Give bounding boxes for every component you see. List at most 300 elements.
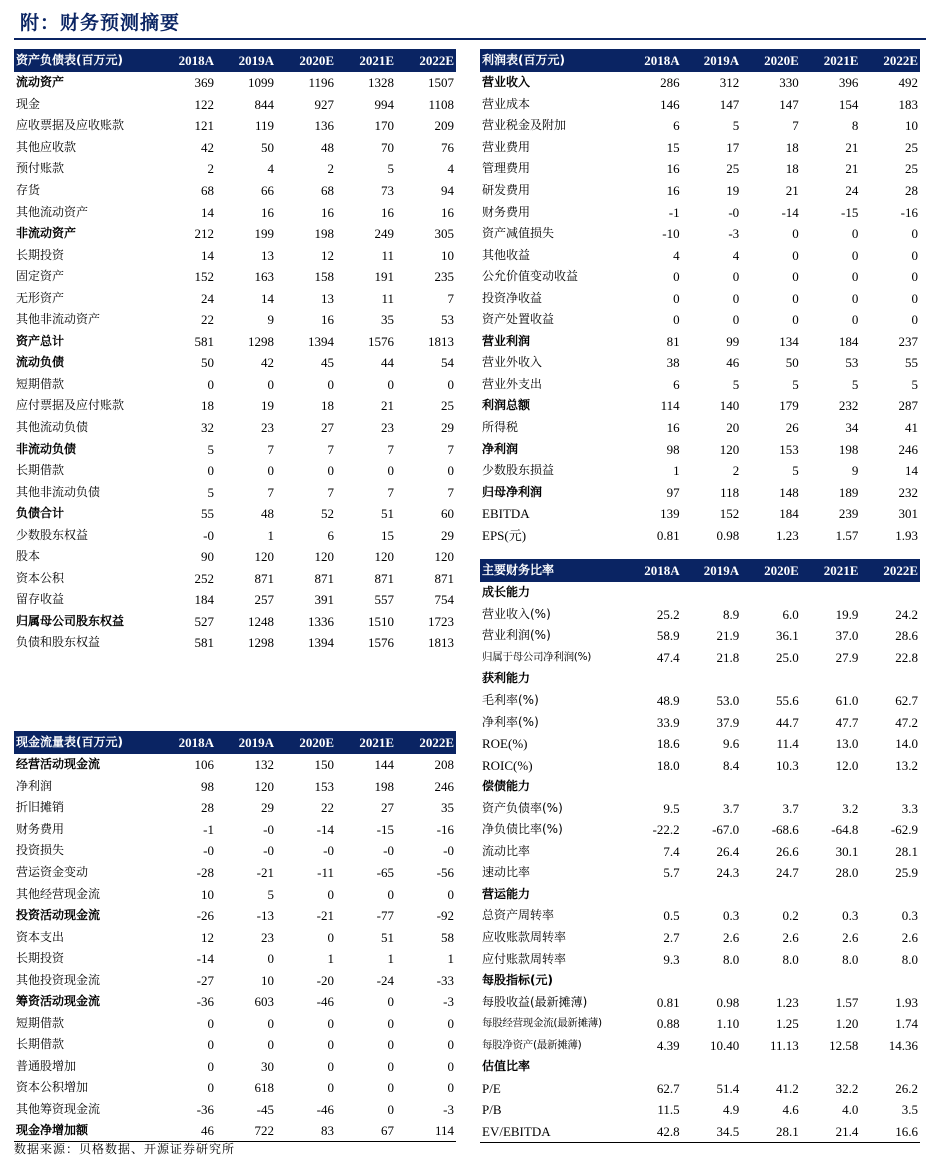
cell-value: 51 bbox=[381, 929, 394, 945]
cell-value: 1248 bbox=[248, 613, 274, 629]
cell-value: 11.5 bbox=[657, 1102, 680, 1118]
year-header: 2018A bbox=[156, 731, 216, 754]
cell-value: 41 bbox=[905, 420, 918, 436]
cell-value: 46 bbox=[726, 355, 740, 371]
cell-value: 23 bbox=[261, 929, 274, 945]
row-label: 少数股东权益 bbox=[16, 527, 89, 542]
financial-ratios-table bbox=[480, 559, 920, 1143]
table-row bbox=[14, 1056, 456, 1078]
cell-value: 146 bbox=[660, 96, 680, 112]
row-label: 估值比率 bbox=[482, 1059, 531, 1074]
cell-value: 209 bbox=[434, 118, 454, 134]
cell-value: 4.6 bbox=[782, 1102, 799, 1118]
cell-value: -20 bbox=[316, 972, 334, 988]
table-row bbox=[480, 841, 920, 863]
year-header: 2022E bbox=[860, 49, 920, 72]
cell-value: 0 bbox=[732, 269, 740, 285]
cell-value: 21 bbox=[845, 161, 859, 177]
cell-value: -21 bbox=[316, 908, 334, 924]
row-label: 资产减值损失 bbox=[482, 226, 555, 241]
cell-value: 0 bbox=[911, 226, 918, 242]
cell-value: 0 bbox=[851, 226, 859, 242]
cell-value: 1510 bbox=[368, 613, 394, 629]
year-header: 2021E bbox=[801, 559, 861, 582]
cell-value: 120 bbox=[719, 441, 740, 457]
cell-value: 2.6 bbox=[901, 930, 918, 946]
cell-value: 722 bbox=[216, 1120, 276, 1142]
cell-value: 5 bbox=[911, 376, 918, 392]
table-row bbox=[14, 503, 456, 525]
cell-value: 287 bbox=[898, 398, 918, 414]
cell-value: 871 bbox=[374, 570, 394, 586]
table-row bbox=[14, 244, 456, 266]
cell-value: 16 bbox=[666, 161, 680, 177]
table-row bbox=[480, 625, 920, 647]
year-header: 2018A bbox=[156, 49, 216, 72]
table-row bbox=[480, 417, 920, 439]
row-label: 净利润 bbox=[482, 441, 519, 456]
cell-value: 492 bbox=[898, 75, 918, 91]
cell-value: 0 bbox=[851, 269, 859, 285]
cell-value: 5 bbox=[792, 376, 799, 392]
cell-value: 527 bbox=[194, 613, 214, 629]
row-label: 研发费用 bbox=[482, 183, 531, 197]
cell-value: -24 bbox=[376, 972, 394, 988]
cell-value: 8.0 bbox=[842, 951, 859, 967]
cell-value: 1 bbox=[387, 951, 394, 967]
row-label: 股本 bbox=[16, 549, 41, 564]
cell-value bbox=[741, 668, 801, 690]
cell-value: 21.4 bbox=[801, 1121, 861, 1143]
cell-value: 249 bbox=[374, 226, 394, 242]
cell-value: 106 bbox=[194, 757, 214, 773]
table-row bbox=[14, 819, 456, 841]
cell-value: 25.0 bbox=[776, 649, 799, 665]
cell-value: -0 bbox=[443, 843, 454, 859]
cell-value: -0 bbox=[203, 843, 214, 859]
table-row bbox=[480, 438, 920, 460]
table-row bbox=[480, 991, 920, 1013]
cell-value: 4 bbox=[447, 161, 454, 177]
cell-value: 73 bbox=[381, 183, 394, 198]
cell-value: 50 bbox=[201, 355, 214, 371]
cell-value: 0 bbox=[207, 1015, 214, 1031]
cell-value: -3 bbox=[443, 1102, 454, 1118]
cell-value: 76 bbox=[441, 139, 454, 155]
cell-value: 0.98 bbox=[716, 994, 740, 1010]
cell-value: 0.81 bbox=[656, 994, 680, 1010]
cell-value: 120 bbox=[254, 778, 274, 794]
table-row bbox=[480, 309, 920, 331]
table-header-row bbox=[480, 559, 920, 582]
cell-value: 52 bbox=[321, 506, 334, 522]
table-row bbox=[480, 223, 920, 245]
table-row bbox=[480, 690, 920, 712]
row-label: 筹资活动现金流 bbox=[16, 994, 101, 1009]
cell-value: 42 bbox=[201, 139, 214, 155]
cell-value: 29 bbox=[441, 527, 454, 543]
cell-value: 0 bbox=[792, 226, 799, 242]
row-label: 营业外支出 bbox=[482, 376, 543, 391]
cell-value: 14 bbox=[201, 204, 214, 220]
cell-value: 19 bbox=[726, 183, 740, 198]
table-row bbox=[14, 137, 456, 159]
cell-value bbox=[622, 582, 682, 604]
cell-value: 5 bbox=[851, 376, 859, 392]
cell-value: 25 bbox=[441, 398, 454, 414]
cell-value bbox=[682, 1056, 742, 1078]
cell-value: 1507 bbox=[428, 75, 454, 91]
cell-value: 7 bbox=[327, 441, 334, 457]
cell-value: 184 bbox=[779, 506, 799, 522]
cell-value: 25.2 bbox=[656, 606, 680, 622]
table-row bbox=[14, 287, 456, 309]
cell-value: 14 bbox=[201, 247, 214, 263]
cell-value: 7 bbox=[267, 484, 274, 500]
cell-value: 30 bbox=[261, 1058, 274, 1074]
cell-value: 163 bbox=[254, 269, 274, 285]
table-row bbox=[480, 862, 920, 884]
cell-value: -3 bbox=[443, 994, 454, 1010]
cell-value: 16 bbox=[321, 312, 334, 328]
cell-value: 28 bbox=[201, 800, 214, 816]
cell-value: 9 bbox=[267, 312, 274, 328]
table-row bbox=[480, 180, 920, 202]
cell-value: 4 bbox=[673, 247, 680, 263]
table-row bbox=[480, 733, 920, 755]
cell-value: -46 bbox=[316, 1102, 334, 1118]
cell-value: 51.4 bbox=[716, 1080, 740, 1096]
cell-value: 53 bbox=[845, 355, 859, 371]
cell-value: 1723 bbox=[428, 613, 454, 629]
cell-value: 208 bbox=[434, 757, 454, 773]
cell-value: 1.20 bbox=[835, 1016, 859, 1032]
table-row bbox=[480, 1099, 920, 1121]
cell-value: 0.3 bbox=[842, 908, 859, 924]
cell-value: 5 bbox=[387, 161, 394, 177]
cell-value: 7 bbox=[387, 484, 394, 500]
cell-value: 0 bbox=[447, 1058, 454, 1074]
table-row bbox=[14, 201, 456, 223]
table-row bbox=[14, 417, 456, 439]
cell-value: 11 bbox=[381, 247, 394, 263]
cell-value: 5 bbox=[732, 118, 740, 134]
cell-value: 7.4 bbox=[663, 843, 680, 859]
row-label: 无形资产 bbox=[16, 290, 65, 305]
cell-value: 94 bbox=[441, 183, 454, 198]
cell-value: 18 bbox=[321, 398, 334, 414]
cell-value: 24 bbox=[845, 183, 859, 198]
cell-value: 0 bbox=[327, 929, 334, 945]
row-label: 短期借款 bbox=[16, 376, 65, 391]
cell-value bbox=[860, 776, 920, 798]
cell-value: 47.2 bbox=[895, 714, 918, 730]
cell-value: 16 bbox=[381, 204, 394, 220]
table-row bbox=[14, 309, 456, 331]
cell-value: 41.2 bbox=[776, 1080, 799, 1096]
table-row bbox=[480, 819, 920, 841]
table-row bbox=[480, 266, 920, 288]
cell-value: 18.0 bbox=[656, 757, 680, 773]
table-row bbox=[480, 374, 920, 396]
cell-value: 1.57 bbox=[835, 994, 859, 1010]
cell-value: 15 bbox=[381, 527, 394, 543]
row-label: 其他流动资产 bbox=[16, 204, 89, 219]
cell-value bbox=[801, 668, 861, 690]
cell-value: 0 bbox=[911, 312, 918, 328]
table-row bbox=[480, 927, 920, 949]
row-label: 资产总计 bbox=[16, 333, 65, 348]
row-label: 获利能力 bbox=[482, 671, 531, 686]
cell-value: 1394 bbox=[308, 333, 334, 349]
cell-value: 12.58 bbox=[829, 1037, 859, 1053]
table-row bbox=[480, 1056, 920, 1078]
row-label: 长期投资 bbox=[16, 247, 65, 262]
row-label: 资本支出 bbox=[16, 929, 65, 944]
cell-value: 0 bbox=[207, 1080, 214, 1096]
cell-value: 83 bbox=[276, 1120, 336, 1142]
row-label: 现金净增加额 bbox=[14, 1120, 156, 1142]
row-label: 营业利润(%) bbox=[482, 628, 551, 643]
cell-value: 581 bbox=[194, 333, 214, 349]
cell-value bbox=[682, 970, 742, 992]
cash-flow-table bbox=[14, 731, 456, 1142]
cell-value: 0 bbox=[447, 1080, 454, 1096]
cell-value: 0 bbox=[792, 247, 799, 263]
cell-value bbox=[682, 582, 742, 604]
cell-value: 24.7 bbox=[776, 865, 799, 881]
table-row bbox=[480, 797, 920, 819]
cell-value bbox=[801, 582, 861, 604]
cell-value: -1 bbox=[668, 204, 680, 220]
table-row bbox=[14, 926, 456, 948]
row-label: 毛利率(%) bbox=[482, 693, 539, 707]
cell-value: 9.5 bbox=[663, 800, 680, 816]
cell-value bbox=[682, 776, 742, 798]
cell-value: 24 bbox=[201, 290, 214, 306]
cell-value: 81 bbox=[666, 333, 680, 349]
cell-value: 21.9 bbox=[716, 628, 740, 644]
row-label: 总资产周转率 bbox=[482, 908, 555, 923]
cell-value bbox=[622, 668, 682, 690]
row-label: 其他收益 bbox=[482, 247, 531, 262]
cell-value: 252 bbox=[194, 570, 214, 586]
cell-value bbox=[860, 1056, 920, 1078]
cell-value: 0 bbox=[851, 312, 859, 328]
year-header: 2020E bbox=[741, 49, 801, 72]
cell-value: 10 bbox=[905, 118, 918, 134]
cell-value: 191 bbox=[374, 269, 394, 285]
cell-value: 1.93 bbox=[895, 994, 918, 1010]
cell-value: 1.23 bbox=[776, 527, 799, 543]
row-label: 营业成本 bbox=[482, 96, 531, 111]
table-row bbox=[480, 481, 920, 503]
cell-value: 1394 bbox=[308, 635, 334, 651]
cell-value: 0.3 bbox=[722, 908, 740, 924]
cell-value: 0 bbox=[673, 312, 680, 328]
cell-value: 8.0 bbox=[782, 951, 799, 967]
cell-value: 246 bbox=[434, 778, 454, 794]
cell-value: 51 bbox=[381, 506, 394, 522]
year-header: 2021E bbox=[336, 49, 396, 72]
cell-value: 147 bbox=[779, 96, 799, 112]
table-row bbox=[480, 158, 920, 180]
cell-value: 1 bbox=[267, 527, 274, 543]
cell-value: 0 bbox=[447, 1037, 454, 1053]
row-label: 投资净收益 bbox=[482, 290, 543, 305]
cell-value: 0 bbox=[447, 463, 454, 479]
cell-value: -14 bbox=[781, 204, 799, 220]
cell-value: -67.0 bbox=[712, 822, 740, 838]
year-header: 2019A bbox=[682, 559, 742, 582]
cell-value: 38 bbox=[666, 355, 680, 371]
cell-value: 18 bbox=[201, 398, 214, 414]
cell-value bbox=[682, 884, 742, 906]
cell-value: 26.2 bbox=[895, 1080, 918, 1096]
cell-value: 8.4 bbox=[722, 757, 740, 773]
cell-value: -28 bbox=[196, 865, 214, 880]
cell-value: 557 bbox=[374, 592, 394, 608]
cell-value: 50 bbox=[261, 139, 274, 155]
cell-value: 1813 bbox=[428, 635, 454, 651]
row-label: 普通股增加 bbox=[16, 1058, 77, 1073]
row-label: 其他投资现金流 bbox=[16, 972, 101, 987]
row-label: 营业外收入 bbox=[482, 355, 543, 370]
cell-value: 6 bbox=[673, 118, 680, 134]
cell-value: 5.7 bbox=[663, 865, 680, 881]
cell-value: 183 bbox=[898, 96, 918, 112]
row-label: 资本公积 bbox=[16, 570, 65, 585]
income-statement-table bbox=[480, 49, 920, 546]
table-row bbox=[14, 115, 456, 137]
cell-value: 0.5 bbox=[663, 908, 680, 924]
cell-value: 2.6 bbox=[722, 930, 740, 946]
cell-value: 4.39 bbox=[656, 1037, 680, 1053]
row-label: 应收票据及应收账款 bbox=[16, 118, 125, 133]
cell-value: 0 bbox=[447, 1015, 454, 1031]
cell-value: 114 bbox=[660, 398, 680, 414]
table-row bbox=[14, 223, 456, 245]
cell-value: 0 bbox=[327, 1080, 334, 1096]
table-row bbox=[480, 201, 920, 223]
row-label: 应付票据及应付账款 bbox=[16, 398, 125, 413]
row-label: 归属母公司股东权益 bbox=[16, 613, 125, 628]
cell-value: -15 bbox=[376, 821, 394, 837]
cell-value: 871 bbox=[314, 570, 334, 586]
row-label: 每股净资产(最新摊薄) bbox=[482, 1038, 582, 1051]
cell-value: 13 bbox=[321, 290, 334, 306]
row-label: 其他经营现金流 bbox=[16, 886, 101, 901]
cell-value: -77 bbox=[376, 908, 394, 924]
cell-value: -3 bbox=[728, 226, 740, 242]
table-row bbox=[14, 883, 456, 905]
row-label: ROE(%) bbox=[482, 736, 528, 752]
cell-value: 13 bbox=[261, 247, 274, 263]
cell-value: 35 bbox=[381, 312, 394, 328]
year-header: 2022E bbox=[396, 49, 456, 72]
cell-value bbox=[741, 884, 801, 906]
cell-value: -92 bbox=[436, 908, 454, 924]
cell-value: -0 bbox=[263, 821, 274, 837]
cell-value: 0 bbox=[267, 951, 274, 967]
cell-value: -15 bbox=[841, 204, 859, 220]
cell-value: 26.6 bbox=[776, 843, 799, 859]
table-row bbox=[14, 948, 456, 970]
cell-value: 4.9 bbox=[722, 1102, 740, 1118]
cell-value: 5 bbox=[792, 463, 799, 479]
data-source-note: 数据来源：贝格数据、开源证券研究所 bbox=[14, 1142, 236, 1156]
table-row bbox=[14, 1120, 456, 1142]
cell-value: 25 bbox=[726, 161, 740, 177]
cell-value: 235 bbox=[434, 269, 454, 285]
cell-value: 18.6 bbox=[656, 736, 680, 752]
cell-value: 67 bbox=[336, 1120, 396, 1142]
cell-value bbox=[801, 776, 861, 798]
table-header-row bbox=[14, 49, 456, 72]
table-row bbox=[480, 72, 920, 94]
cell-value: 1.10 bbox=[716, 1016, 740, 1032]
cell-value: 1298 bbox=[248, 635, 274, 651]
table-row bbox=[14, 180, 456, 202]
cell-value: 0 bbox=[387, 1058, 394, 1074]
row-label: 财务费用 bbox=[16, 821, 65, 836]
cell-value bbox=[741, 582, 801, 604]
cell-value: 14.36 bbox=[888, 1037, 918, 1053]
cell-value: 153 bbox=[314, 778, 334, 794]
cell-value: 5 bbox=[267, 886, 274, 902]
cell-value: 3.7 bbox=[722, 800, 740, 816]
cell-value: 0 bbox=[207, 376, 214, 392]
cell-value: 148 bbox=[779, 484, 799, 500]
year-header: 2020E bbox=[276, 49, 336, 72]
cell-value: 22 bbox=[321, 800, 334, 816]
row-label: EV/EBITDA bbox=[480, 1121, 622, 1143]
cell-value: 61.0 bbox=[835, 693, 859, 708]
cell-value bbox=[622, 970, 682, 992]
row-label: 所得税 bbox=[482, 420, 519, 435]
cell-value: 37.9 bbox=[716, 714, 740, 730]
cell-value: 0 bbox=[792, 290, 799, 306]
cell-value: -0 bbox=[728, 204, 740, 220]
row-label: 净利率(%) bbox=[482, 714, 539, 729]
cell-value: 32.2 bbox=[835, 1080, 859, 1096]
table-row bbox=[14, 546, 456, 568]
row-label: 流动资产 bbox=[16, 75, 65, 90]
cell-value: 0.2 bbox=[782, 908, 799, 924]
table-row bbox=[480, 948, 920, 970]
table-row bbox=[14, 589, 456, 611]
table-row bbox=[14, 905, 456, 927]
cell-value: 603 bbox=[254, 994, 274, 1010]
cell-value: 9.6 bbox=[722, 736, 740, 752]
page-title: 附：财务预测摘要 bbox=[20, 12, 181, 34]
cell-value: 7 bbox=[267, 441, 274, 457]
row-label: 资本公积增加 bbox=[16, 1080, 89, 1095]
cell-value: 0.81 bbox=[656, 527, 680, 543]
table-row bbox=[480, 1078, 920, 1100]
cell-value: 32 bbox=[201, 420, 214, 436]
cell-value: 1196 bbox=[308, 75, 334, 91]
cell-value: 18 bbox=[785, 161, 799, 177]
table-row bbox=[480, 647, 920, 669]
cell-value: 60 bbox=[441, 506, 454, 522]
cell-value: 994 bbox=[374, 96, 394, 112]
row-label: 长期借款 bbox=[16, 463, 65, 478]
cell-value: 0.3 bbox=[901, 908, 918, 924]
cell-value: 1 bbox=[447, 951, 454, 967]
cell-value: 18 bbox=[785, 139, 799, 155]
table-row bbox=[14, 754, 456, 776]
